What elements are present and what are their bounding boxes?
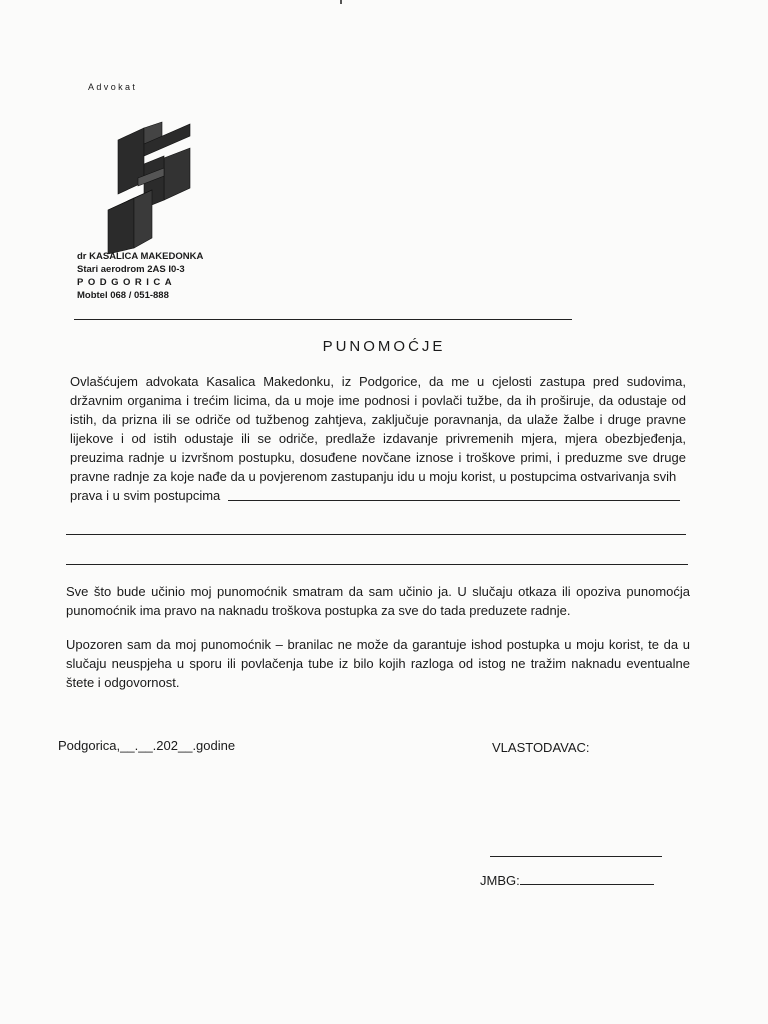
letterhead-block xyxy=(77,250,203,302)
signature-line xyxy=(490,856,662,857)
blank-line-inline xyxy=(228,500,680,501)
jmbg-label: JMBG: xyxy=(480,873,520,888)
office-phone: Mobtel 068 / 051-888 xyxy=(77,290,169,301)
law-office-logo xyxy=(104,118,196,254)
jmbg-field xyxy=(480,872,654,888)
authorization-text-end: prava i u svim postupcima xyxy=(70,488,221,503)
grantor-label: VLASTODAVAC: xyxy=(492,740,590,755)
scan-mark xyxy=(340,0,342,4)
jmbg-blank xyxy=(520,872,654,885)
authorization-paragraph xyxy=(70,372,686,505)
disclaimer-paragraph: Upozoren sam da moj punomoćnik – branilac ne može da garantuje ishod postupka u moju korist, te da u slučaju neuspjeha u sporu ili povlačenja tube iz bilo kojih razloga od istog ne tražim naknadu eventualne štete i odgovornost. xyxy=(66,637,690,690)
office-address: Stari aerodrom 2AS I0-3 xyxy=(77,264,185,275)
blank-line-2 xyxy=(66,564,688,565)
advokat-label: Advokat xyxy=(88,82,138,92)
lawyer-name: dr KASALICA MAKEDONKA xyxy=(77,251,204,262)
blank-line-1 xyxy=(66,534,686,535)
office-city: PODGORICA xyxy=(77,277,177,288)
date-place-line: Podgorica,__.__.202__.godine xyxy=(58,738,236,753)
document-title: PUNOMOĆJE xyxy=(322,338,446,355)
authorization-text: Ovlašćujem advokata Kasalica Makedonku, iz Podgorice, da me u cjelosti zastupa pred sudovima, državnim organima i trećim licima, da u moje ime podnosi i povlači tužbe, da ih proširuje, da odustaje od istih, da prizna ili se odriče od tužbenog zahtjeva, zaključuje poravnanja, da ulaže žalbe i druge pravne lijekove i od istih odustaje ili se odriče, predlaže izdavanje privremenih mjera, mjera obezbjeđenja, preuzima radnje u izvršnom postupku, dosuđene novčane iznose i troškove primi, i preduzme sve druge pravne radnje za koje nađe da u povjerenom zastupanju idu u moju korist, u postupcima ostvarivanja svih xyxy=(70,374,686,484)
acts-paragraph: Sve što bude učinio moj punomoćnik smatram da sam učinio ja. U slučaju otkaza ili opoziva punomoćja punomoćnik ima pravo na naknadu troškova postupka za sve do tada preduzete radnje. xyxy=(66,584,690,618)
header-divider xyxy=(74,319,572,320)
